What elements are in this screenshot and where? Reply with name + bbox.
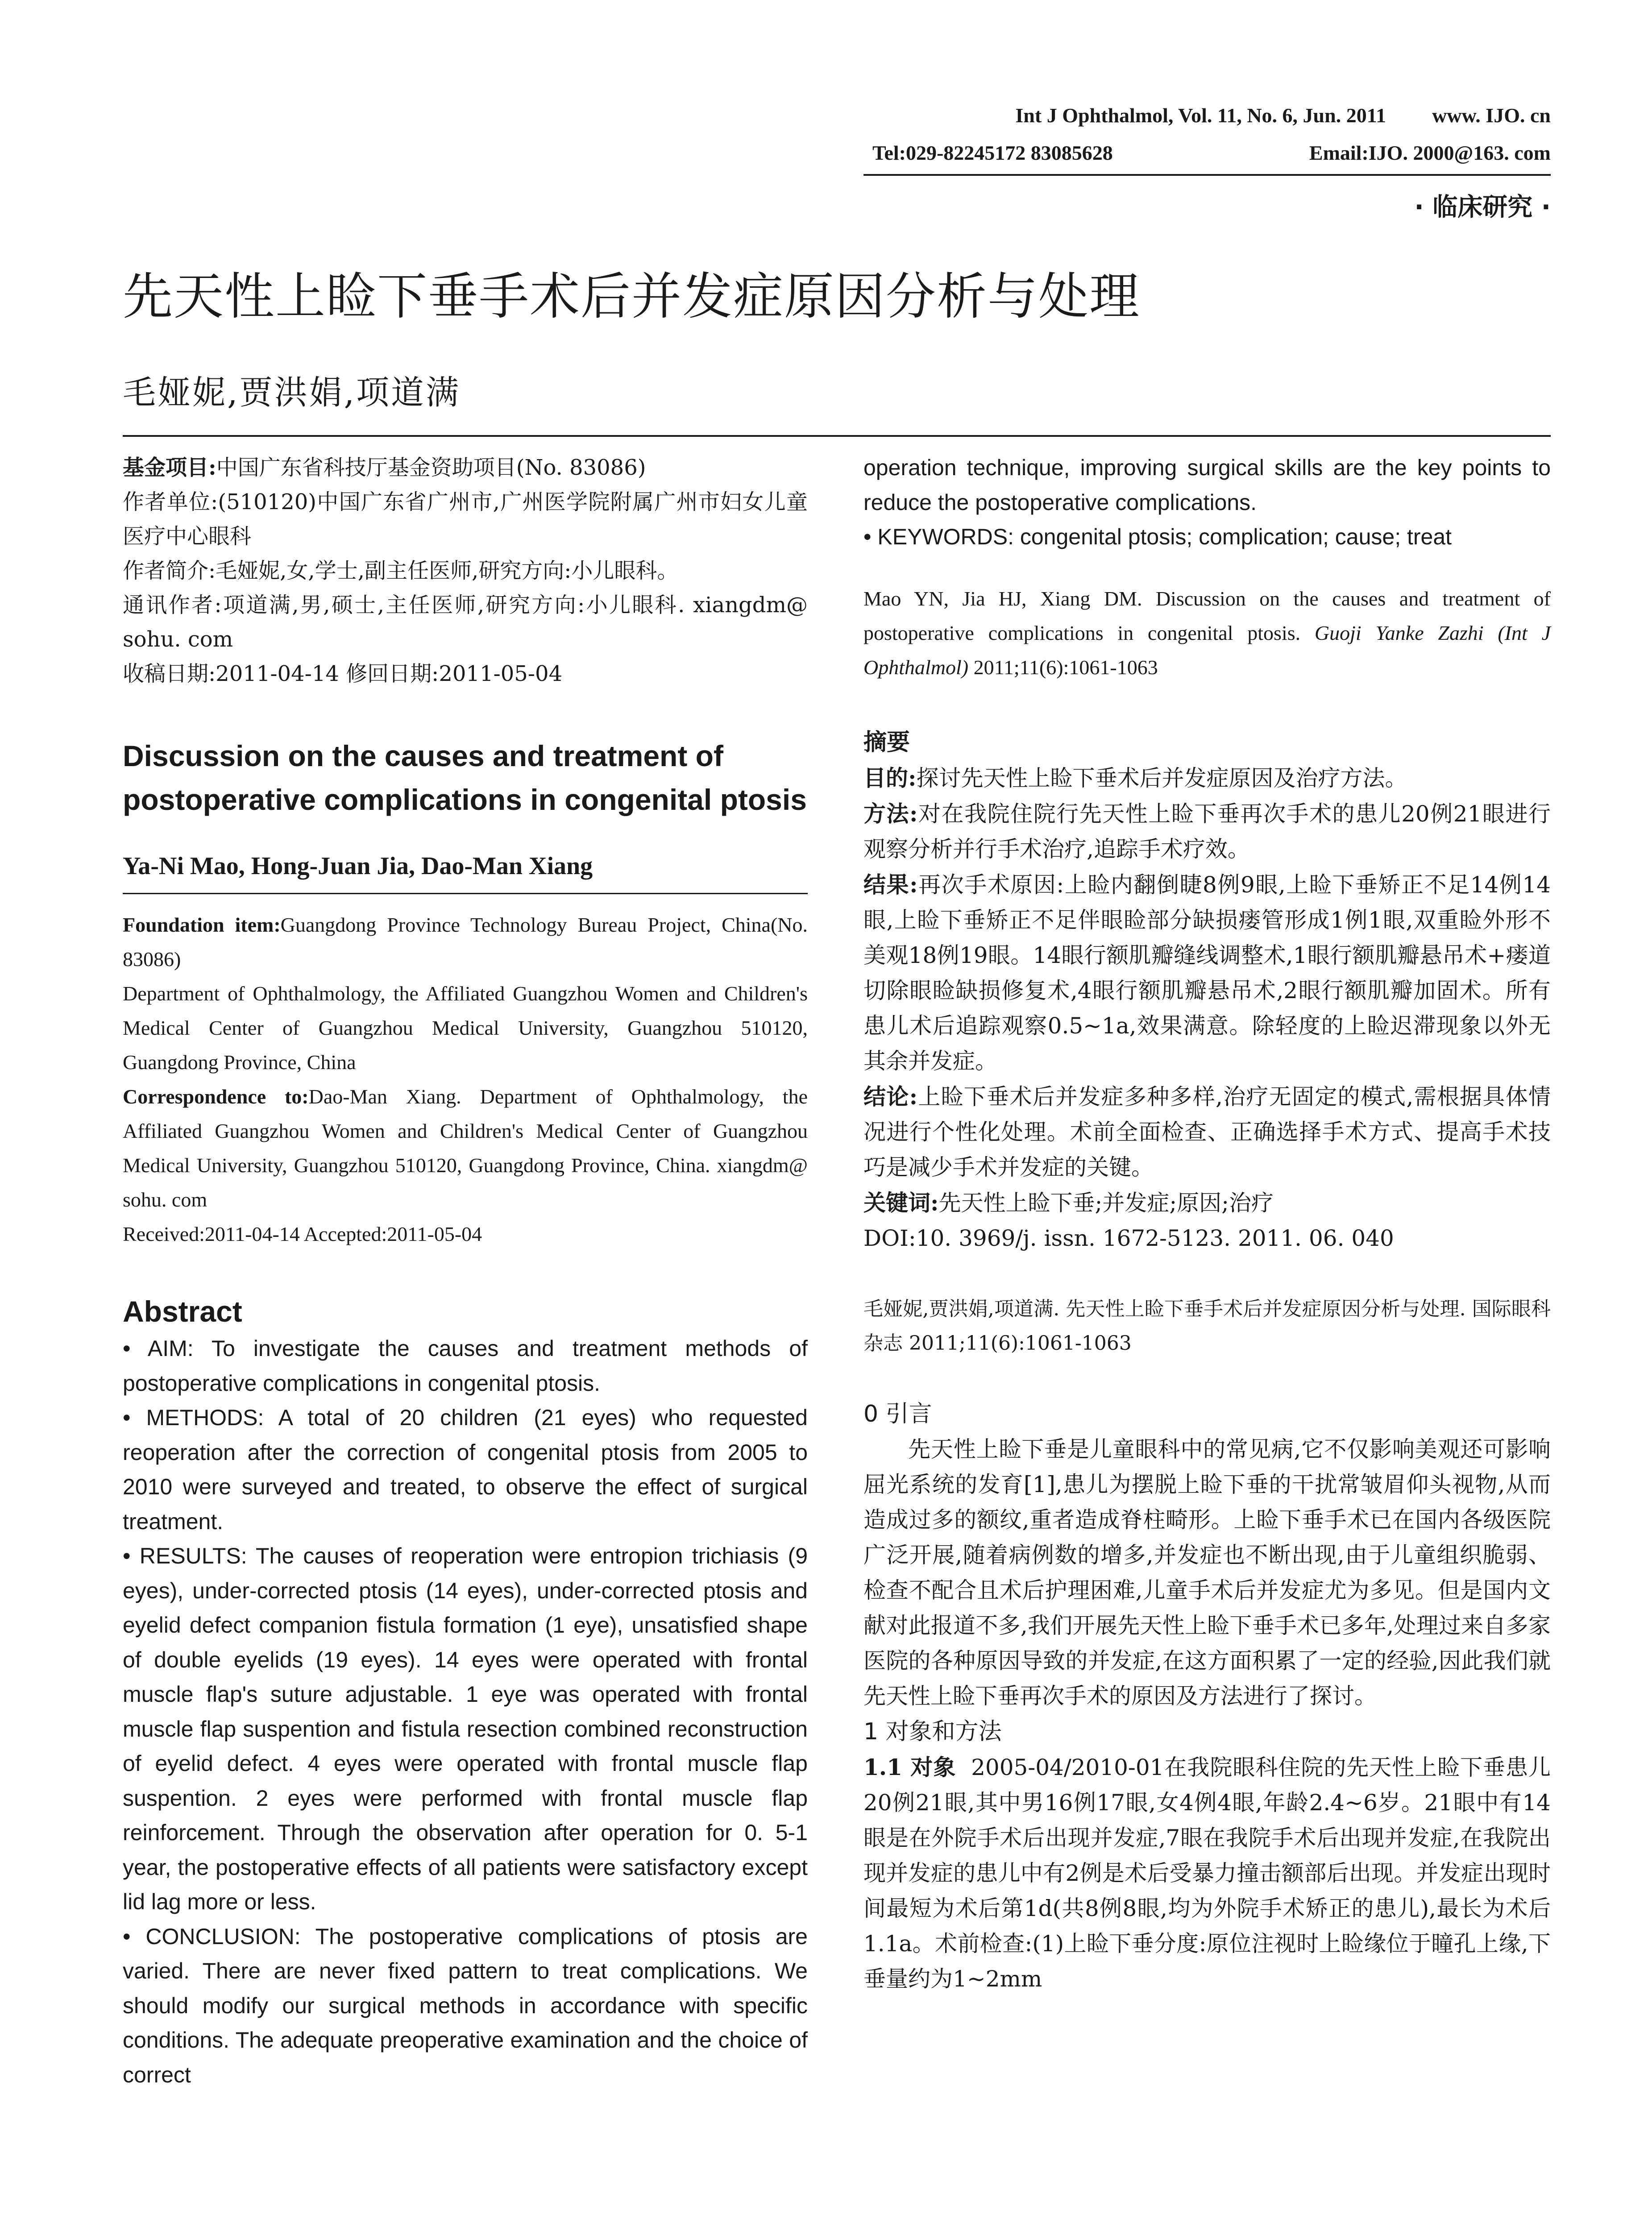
- doi: DOI:10. 3969/j. issn. 1672-5123. 2011. 06. 040: [863, 1225, 1394, 1251]
- conclusion-label: 结论:: [863, 1083, 918, 1110]
- title-rule: [123, 435, 1551, 437]
- page-title: 先天性上睑下垂手术后并发症原因分析与处理: [123, 268, 1140, 326]
- journal-header-line1: [872, 99, 1551, 132]
- meta-label: 基金项目:: [123, 455, 216, 480]
- methods-heading: 1 对象和方法: [863, 1718, 1002, 1745]
- meta-cn-author-bio: 作者简介:毛娅妮,女,学士,副主任医师,研究方向:小儿眼科。: [123, 558, 679, 583]
- received-en: Received:2011-04-14 Accepted:2011-05-04: [123, 1223, 482, 1245]
- keywords-label: 关键词:: [863, 1189, 939, 1216]
- foundation-text: Guangdong Province Technology Bureau Project, China(No. 83086): [123, 913, 808, 970]
- methods-label: 方法:: [863, 800, 918, 827]
- conclusion-text: 上睑下垂术后并发症多种多样,治疗无固定的模式,需根据具体情况进行个性化处理。术前全面检查、正确选择手术方式、提高手术技巧是减少手术并发症的关键。: [863, 1083, 1551, 1180]
- meta-text: 中国广东省科技厅基金资助项目(No. 83086): [216, 455, 646, 480]
- journal-tel: Tel:029-82245172 83085628: [872, 141, 1113, 164]
- abstract-cn-results: [863, 867, 1551, 1079]
- journal-header-line2: [872, 137, 1551, 170]
- abstract-conclusion-cont: operation technique, improving surgical skills are the key points to reduce the postoperative complications.: [863, 455, 1551, 515]
- authors-cn: 毛娅妮,贾洪娟,项道满: [123, 373, 461, 412]
- title-en: Discussion on the causes and treatment of postoperative complications in congenital ptosis: [123, 739, 807, 816]
- citation-journal: Guoji Yanke Zazhi (Int J Ophthalmol): [863, 621, 1551, 679]
- correspondence-en: [123, 1079, 808, 1217]
- abstract-methods: • METHODS: A total of 20 children (21 eyes) who requested reoperation after the correction of congenital ptosis from 2005 to 2010 were surveyed and treated, to observe the effect of surgical treatment.: [123, 1405, 808, 1534]
- results-text: 再次手术原因:上睑内翻倒睫8例9眼,上睑下垂矫正不足14例14眼,上睑下垂矫正不足伴眼睑部分缺损瘘管形成1例1眼,双重睑外形不美观18例19眼。14眼行额肌瓣缝线调整术,1眼行额肌瓣悬吊术+瘘道切除眼睑缺损修复术,4眼行额肌瓣悬吊术,2眼行额肌瓣加固术。所有患儿术后追踪观察0.5~1a,效果满意。除轻度的上睑迟滞现象以外无其余并发症。: [863, 871, 1551, 1074]
- citation-text: Mao YN, Jia HJ, Xiang DM. Discussion on the causes and treatment of postoperative complications in congenital ptosis.: [863, 587, 1551, 644]
- abstract-results: • RESULTS: The causes of reoperation were entropion trichiasis (9 eyes), under-corrected ptosis (14 eyes), under-corrected ptosis and eyelid defect companion fistula formation (1 eye), unsatisfied shape of double eyelids (19 eyes). 14 eyes were operated with frontal muscle flap's suture adjustable. 1 eye was operated with frontal muscle flap suspention and fistula resection combined reconstruction of eyelid defect. 4 eyes were operated with frontal muscle flap suspention. 2 eyes were performed with frontal muscle flap reinforcement. Through the observation after operation for 0. 5-1 year, the postoperative effects of all patients were satisfactory except lid lag more or less.: [123, 1543, 808, 1914]
- abstract-heading: Abstract: [123, 1295, 242, 1328]
- abstract-cn-methods: [863, 796, 1551, 867]
- citation-cn: 毛娅妮,贾洪娟,项道满. 先天性上睑下垂手术后并发症原因分析与处理. 国际眼科杂志 2011;11(6):1061-1063: [863, 1297, 1551, 1355]
- citation-en: [863, 581, 1551, 684]
- meta-cn-dates: 收稿日期:2011-04-14 修回日期:2011-05-04: [123, 661, 563, 686]
- foundation-label: Foundation item:: [123, 913, 281, 936]
- correspondence-text: Dao-Man Xiang. Department of Ophthalmology, the Affiliated Guangzhou Women and Children's Medical Center of Guangzhou Medical University, Guangzhou 510120, Guangdong Province, China. xiangdm@ sohu. com: [123, 1085, 808, 1211]
- meta-cn-affiliation: 作者单位:(510120)中国广东省广州市,广州医学院附属广州市妇女儿童医疗中心眼科: [123, 489, 808, 549]
- abstract-cn-keywords: [863, 1185, 1551, 1221]
- citation-pages: 2011;11(6):1061-1063: [973, 655, 1158, 679]
- results-label: 结果:: [863, 871, 918, 898]
- journal-email: Email:IJO. 2000@163. com: [1309, 141, 1551, 164]
- right-column: [863, 451, 1551, 1997]
- methods-text: [863, 1750, 1551, 1997]
- header-rule: [863, 174, 1551, 176]
- authors-en: Ya-Ni Mao, Hong-Juan Jia, Dao-Man Xiang: [123, 852, 593, 880]
- intro-text: 先天性上睑下垂是儿童眼科中的常见病,它不仅影响美观还可影响屈光系统的发育[1],患儿为摆脱上睑下垂的干扰常皱眉仰头视物,从而造成过多的额纹,重者造成脊柱畸形。上睑下垂手术已在国内各级医院广泛开展,随着病例数的增多,并发症也不断出现,由于儿童组织脆弱、检查不配合且术后护理困难,儿童手术后并发症尤为多见。但是国内文献对此报道不多,我们开展先天性上睑下垂手术已多年,处理过来自多家医院的各种原因导致的并发症,在这方面积累了一定的经验,因此我们就先天性上睑下垂再次手术的原因及方法进行了探讨。: [863, 1436, 1551, 1709]
- journal-info: Int J Ophthalmol, Vol. 11, No. 6, Jun. 2011: [1015, 104, 1386, 127]
- journal-website: www. IJO. cn: [1432, 104, 1551, 127]
- abstract-aim: • AIM: To investigate the causes and treatment methods of postoperative complications in congenital ptosis.: [123, 1336, 808, 1396]
- methods-sub-text: 2005-04/2010-01在我院眼科住院的先天性上睑下垂患儿20例21眼,其中男16例17眼,女4例4眼,年龄2.4~6岁。21眼中有14眼是在外院手术后出现并发症,7眼在我院手术后出现并发症,在我院出现并发症的患儿中有2例是术后受暴力撞击额部后出现。并发症出现时间最短为术后第1d(共8例8眼,均为外院手术矫正的患儿),最长为术后1.1a。术前检查:(1)上睑下垂分度:原位注视时上睑缘位于瞳孔上缘,下垂量约为1~2mm: [863, 1754, 1551, 1992]
- abstract-cn-conclusion: [863, 1079, 1551, 1185]
- left-column: [123, 451, 808, 2092]
- meta-cn-foundation: [123, 451, 808, 485]
- methods-sub-label: 1.1 对象: [863, 1754, 956, 1780]
- abstract-cn-aim: [863, 760, 1551, 796]
- foundation-en: [123, 908, 808, 976]
- abstract-cn-heading: 摘要: [863, 729, 910, 756]
- intro-heading: 0 引言: [863, 1400, 932, 1427]
- keywords-text: 先天性上睑下垂;并发症;原因;治疗: [938, 1190, 1274, 1216]
- abstract-keywords: • KEYWORDS: congenital ptosis; complication; cause; treat: [863, 524, 1452, 549]
- meta-cn-correspondence: 通讯作者:项道满,男,硕士,主任医师,研究方向:小儿眼科. xiangdm@ sohu. com: [123, 593, 808, 652]
- section-tag: · 临床研究 ·: [1414, 193, 1551, 222]
- correspondence-label: Correspondence to:: [123, 1085, 309, 1108]
- department-en: Department of Ophthalmology, the Affiliated Guangzhou Women and Children's Medical Center of Guangzhou Medical University, Guangzhou 510120, Guangdong Province, China: [123, 982, 808, 1074]
- aim-label: 目的:: [863, 764, 917, 791]
- abstract-conclusion: • CONCLUSION: The postoperative complications of ptosis are varied. There are never fixed pattern to treat complications. We should modify our surgical methods in accordance with specific conditions. The adequate preoperative examination and the choice of correct: [123, 1924, 808, 2087]
- authors-rule: [123, 893, 808, 894]
- methods-text: 对在我院住院行先天性上睑下垂再次手术的患儿20例21眼进行观察分析并行手术治疗,追踪手术疗效。: [863, 800, 1551, 862]
- aim-text: 探讨先天性上睑下垂术后并发症原因及治疗方法。: [916, 765, 1407, 791]
